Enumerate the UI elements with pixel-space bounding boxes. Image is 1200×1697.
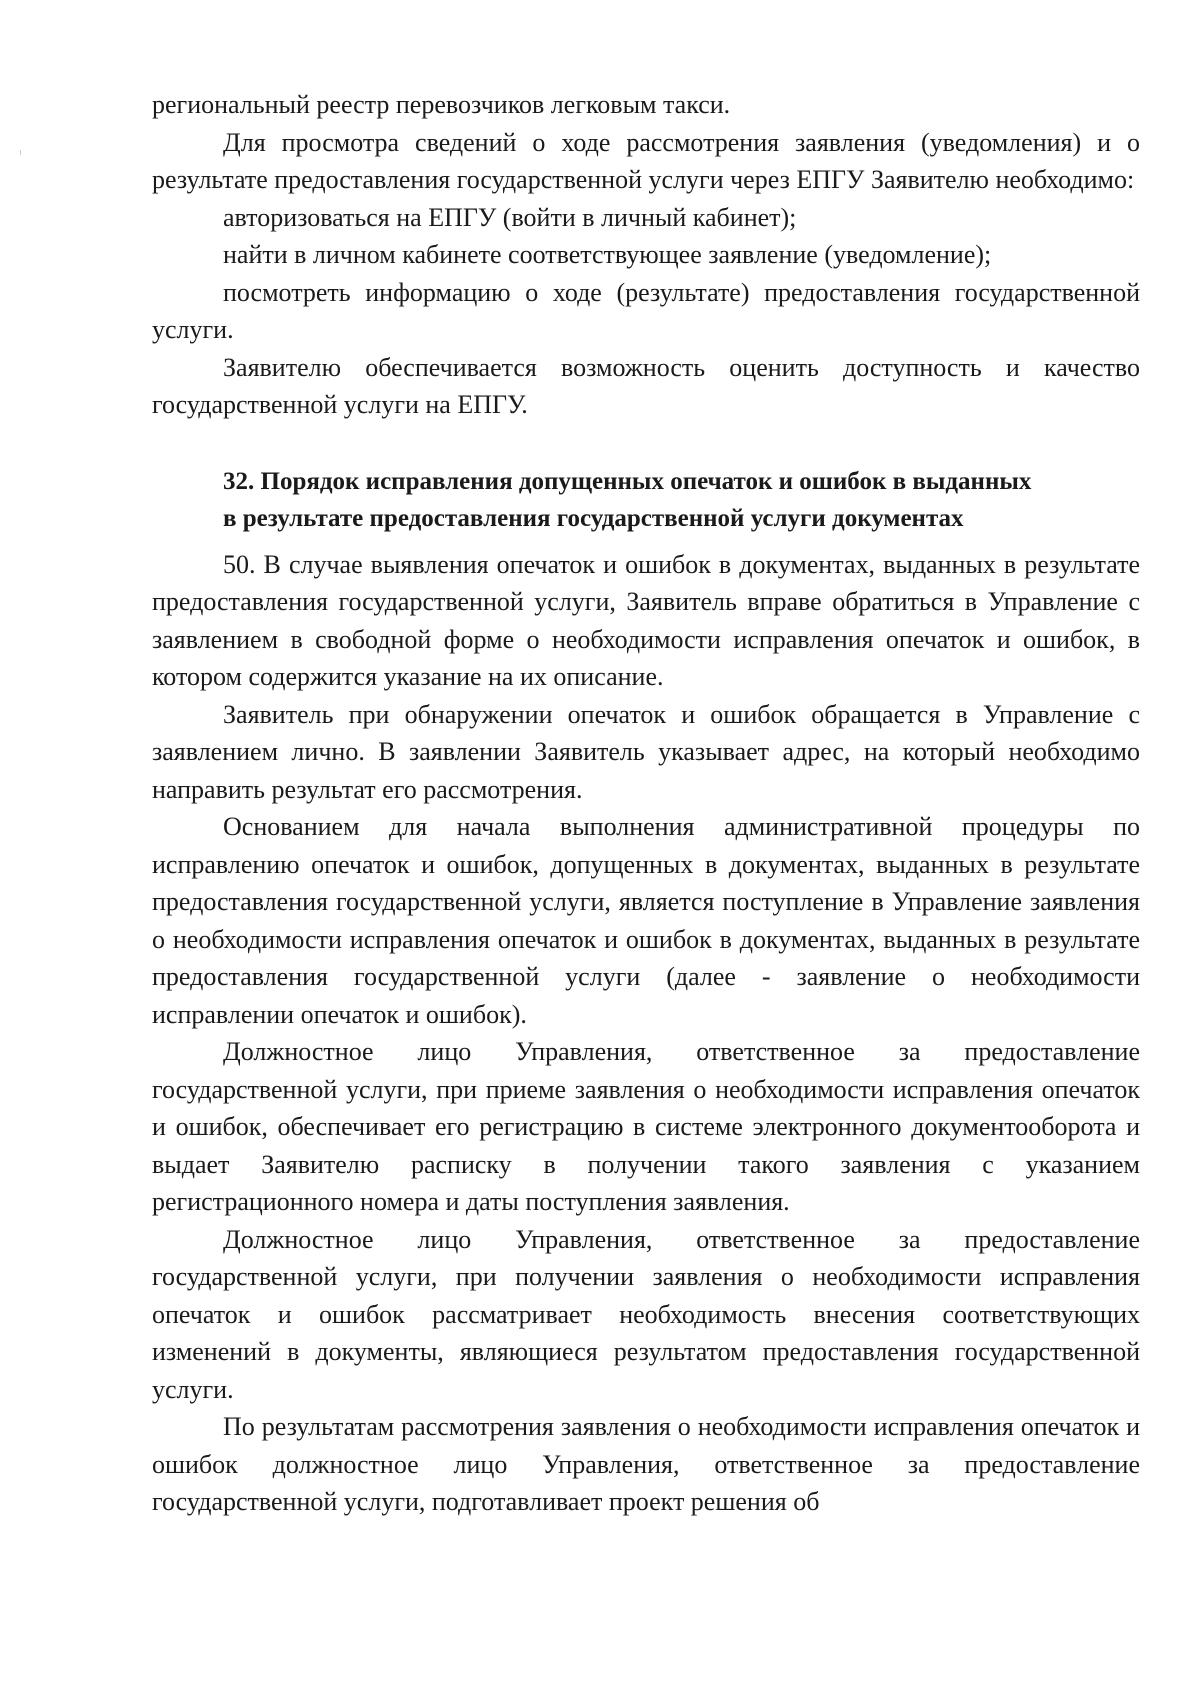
- paragraph: 50. В случае выявления опечаток и ошибок в документах, выданных в результате предоставления государственной услуги, Заявитель вправе обратиться в Управление с заявлением в свободной форме о необходимости исправления опечаток и ошибок, в котором содержится указание на их описание.: [152, 549, 1140, 691]
- paragraph: Должностное лицо Управления, ответственное за предоставление государственной услуги, при приеме заявления о необходимости исправления опечаток и ошибок, обеспечивает его регистрацию в системе электронного документооборота и выдает Заявителю расписку в получении такого заявления с указанием регистрационного номера и даты поступления заявления.: [152, 1037, 1140, 1216]
- paragraph: Основанием для начала выполнения административной процедуры по исправлению опечаток и ошибок, допущенных в документах, выданных в результате предоставления государственной услуги, является поступление в Управление заявления о необходимости исправления опечаток и ошибок в документах, выданных в результате предоставления государственной услуги (далее - заявление о необходимости исправлении опечаток и ошибок).: [152, 812, 1140, 1029]
- section-heading-line: в результате предоставления государственной услуги документах: [223, 505, 964, 532]
- list-item: найти в личном кабинете соответствующее заявление (уведомление);: [223, 240, 992, 269]
- paragraph: региональный реестр перевозчиков легковым такси.: [152, 90, 731, 119]
- list-item: посмотреть информацию о ходе (результате) предоставления государственной услуги.: [152, 277, 1140, 344]
- list-item: авторизоваться на ЕПГУ (войти в личный кабинет);: [223, 202, 797, 232]
- paragraph: Должностное лицо Управления, ответственное за предоставление государственной услуги, при получении заявления о необходимости исправления опечаток и ошибок рассматривает необходимость внесения соответствующих изменений в документы, являющиеся результатом предоставления государственной услуги.: [152, 1224, 1140, 1404]
- scan-artifact: [20, 150, 21, 155]
- section-heading-line: 32. Порядок исправления допущенных опечаток и ошибок в выданных: [223, 467, 1032, 495]
- paragraph: Для просмотра сведений о ходе рассмотрения заявления (уведомления) и о результате предоставления государственной услуги через ЕПГУ Заявителю необходимо:: [152, 127, 1140, 194]
- paragraph: По результатам рассмотрения заявления о необходимости исправления опечаток и ошибок должностное лицо Управления, ответственное за предоставление государственной услуги, подготавливает проект решения об: [152, 1412, 1140, 1516]
- section-heading: [152, 463, 1140, 538]
- document-body: [152, 86, 1140, 1521]
- paragraph: Заявитель при обнаружении опечаток и ошибок обращается в Управление с заявлением лично. В заявлении Заявитель указывает адрес, на который необходимо направить результат его рассмотрения.: [152, 699, 1140, 804]
- paragraph: Заявителю обеспечивается возможность оценить доступность и качество государственной услуги на ЕПГУ.: [152, 352, 1140, 419]
